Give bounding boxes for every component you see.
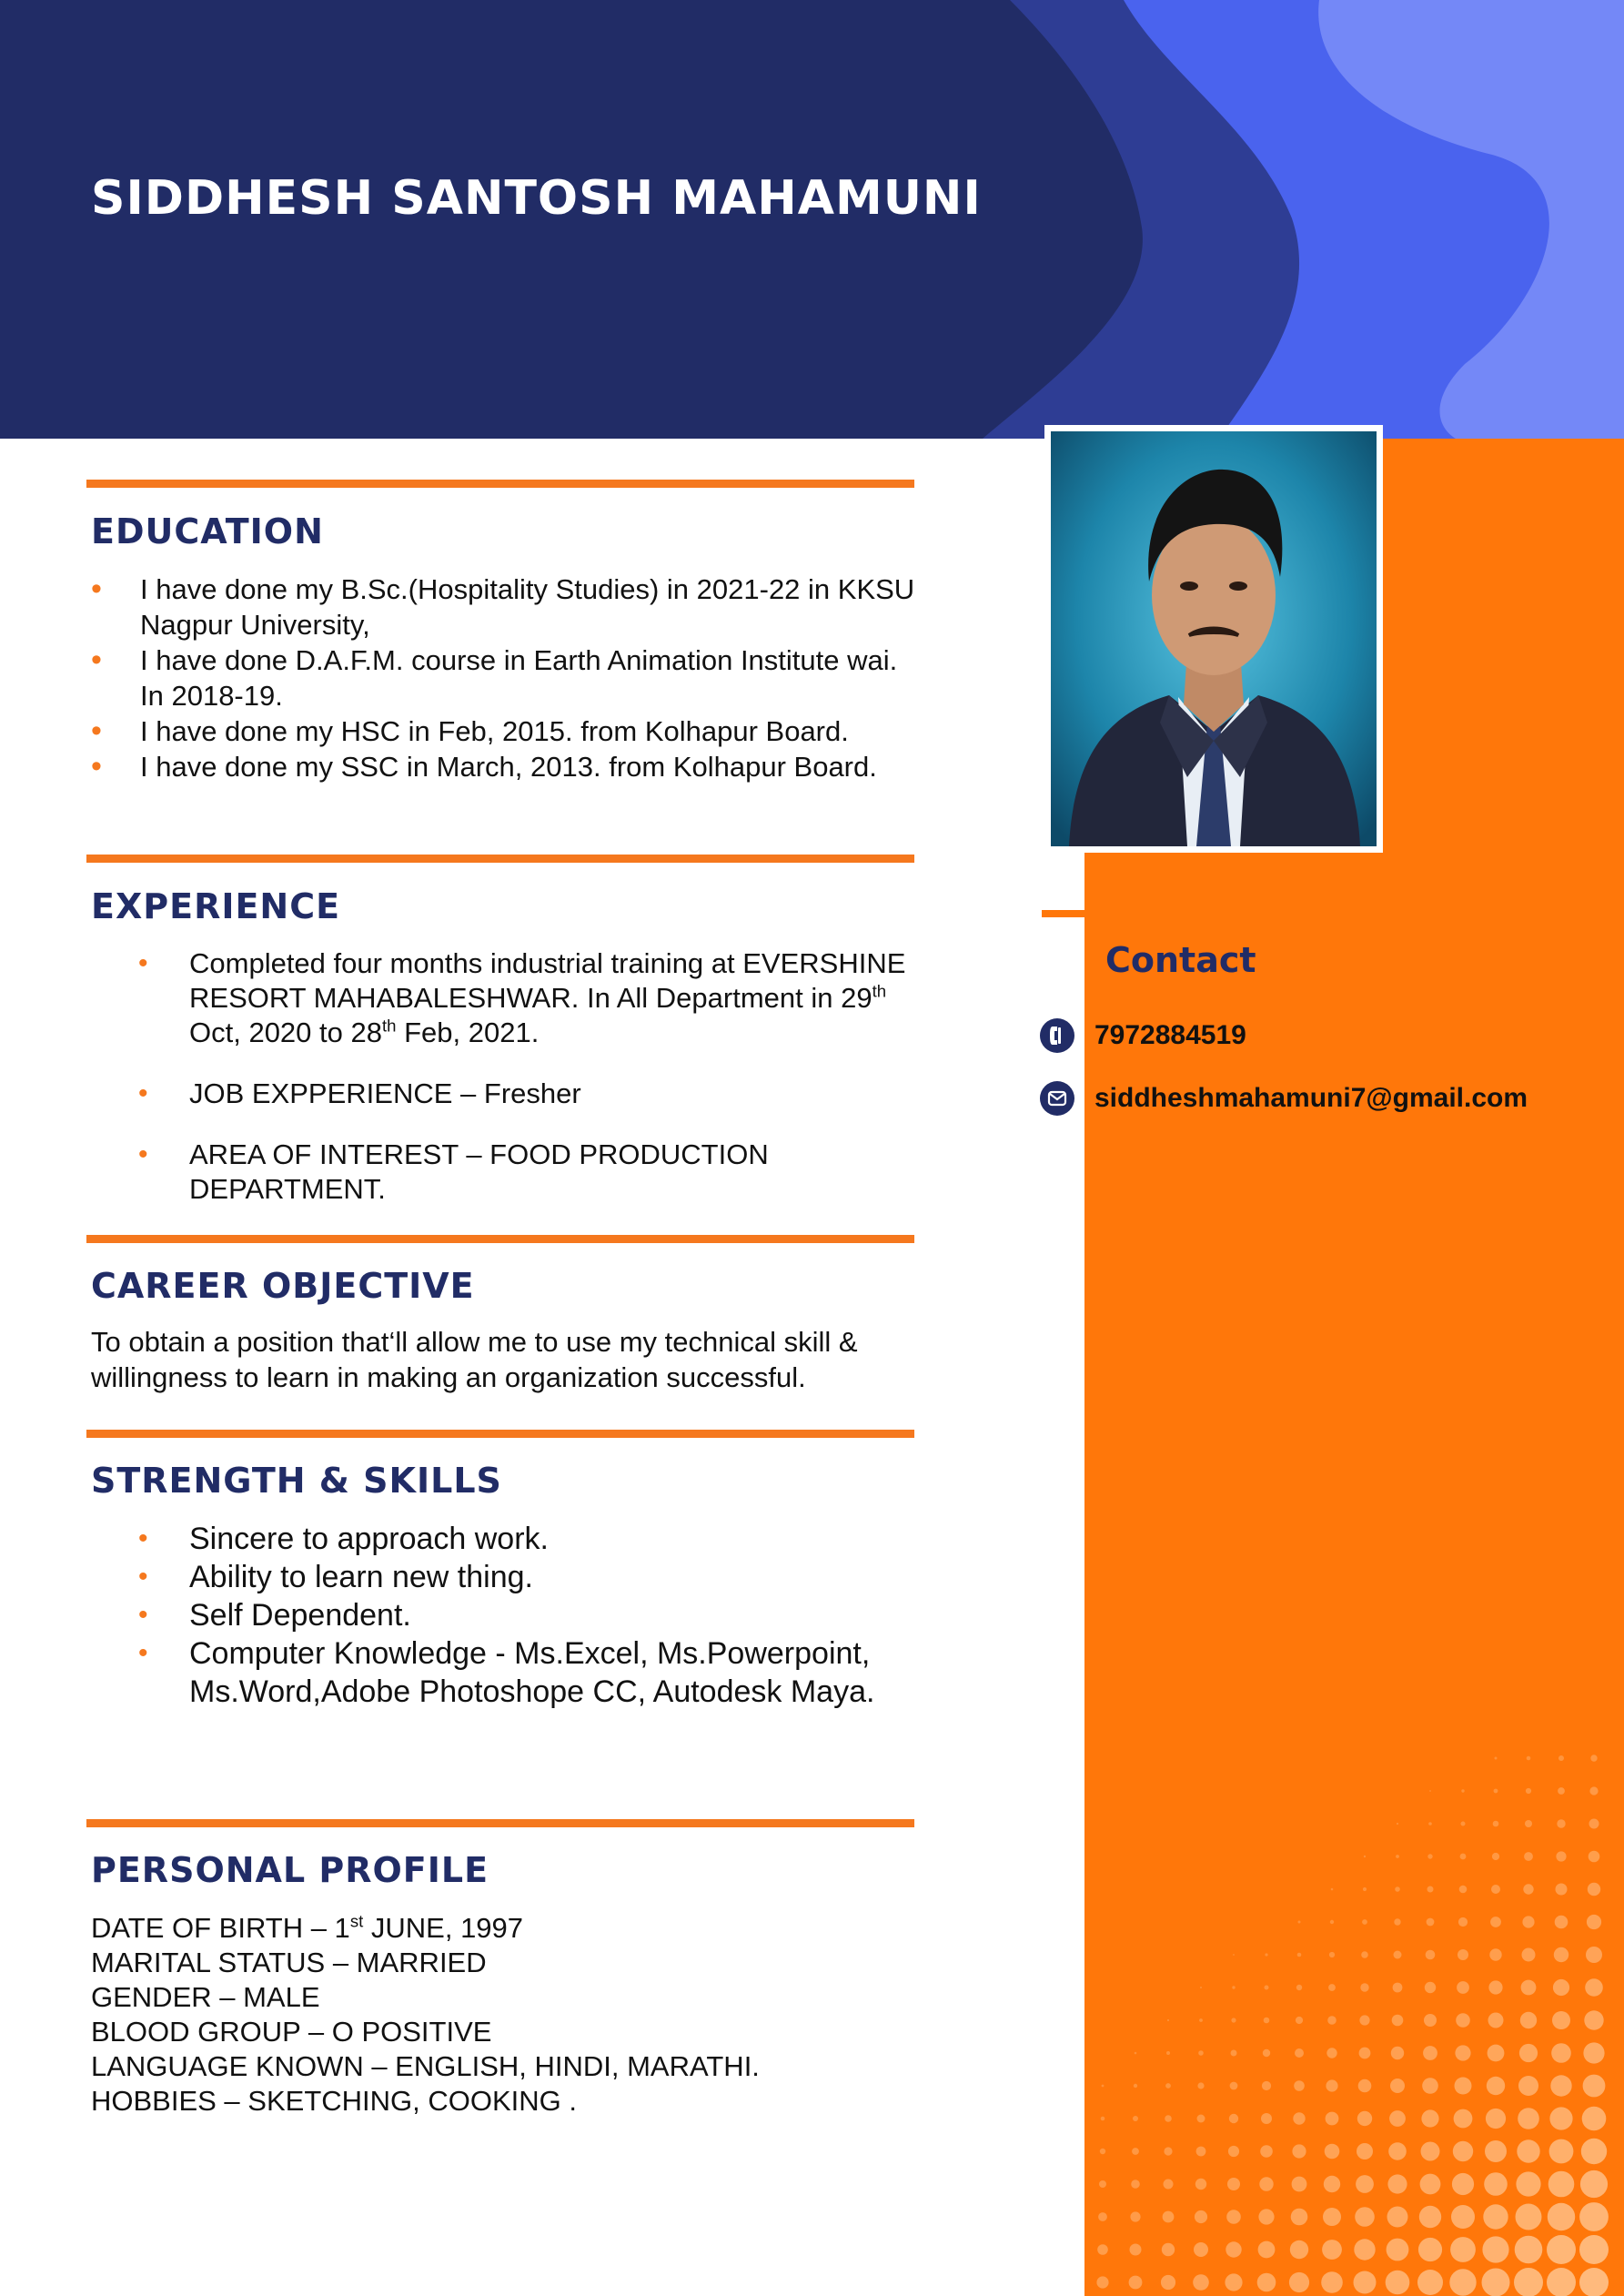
personal-profile-heading: PERSONAL PROFILE [91,1850,489,1890]
halftone-dot [1355,2207,1375,2227]
halftone-dot [1583,2042,1604,2063]
halftone-dot [1552,2011,1570,2029]
halftone-dot [1130,2211,1140,2221]
halftone-dot [1455,2078,1472,2095]
halftone-dot [1395,1886,1400,1892]
halftone-dot [1553,1979,1569,1996]
halftone-dot [1396,1855,1399,1858]
list-item: • Completed four months industrial training at EVERSHINE RESORT MAHABALESHWAR. In All Department in 29th Oct, 2020 to 28th Feb, 2021. [138,947,906,1048]
education-heading: EDUCATION [91,511,324,551]
halftone-dot [1486,2109,1506,2129]
halftone-dot [1195,2210,1207,2223]
halftone-dot [1298,1921,1301,1924]
halftone-dot [1165,2083,1171,2089]
halftone-dot [1099,2180,1106,2188]
halftone-dot [1519,2044,1538,2062]
halftone-dot [1290,2240,1308,2259]
halftone-dot [1589,1851,1600,1863]
halftone-dot [1557,1819,1565,1827]
halftone-dot [1231,2018,1236,2022]
halftone-dot [1485,2140,1507,2162]
halftone-dot [1518,2076,1538,2096]
list-item: • Sincere to approach work. [138,1522,549,1556]
halftone-dot [1549,2107,1572,2129]
halftone-dot [1427,1886,1434,1893]
phone-number[interactable]: 7972884519 [1094,1020,1246,1050]
halftone-dot [1327,2016,1337,2025]
bullet-icon: • [138,1638,148,1668]
section-divider [86,1819,914,1827]
halftone-dot [1331,1888,1334,1891]
halftone-dot [1587,1915,1601,1929]
halftone-dot [1515,2236,1543,2264]
halftone-dot [1419,2206,1441,2228]
halftone-dot [1194,2242,1208,2257]
experience-list [138,946,921,1233]
halftone-dot [1453,2141,1473,2161]
halftone-dot [1354,2239,1375,2260]
header-banner [0,0,1624,439]
section-divider [86,1235,914,1243]
list-item: • I have done my SSC in March, 2013. from Kolhapur Board. [91,749,877,784]
halftone-dot [1488,2013,1504,2028]
profile-line-dob: DATE OF BIRTH – 1st JUNE, 1997 [91,1911,524,1944]
profile-line: MARITAL STATUS – MARRIED [91,1947,487,1978]
halftone-dot [1450,2237,1476,2262]
halftone-dot [1449,2269,1476,2295]
halftone-dot [1590,1755,1597,1761]
halftone-dot [1579,2235,1609,2264]
halftone-dot [1421,2109,1438,2127]
halftone-dot [1096,2276,1108,2288]
halftone-dot [1135,2052,1137,2055]
halftone-dot [1226,2210,1241,2224]
halftone-dot [1424,2014,1437,2027]
section-divider [86,1430,914,1438]
bullet-icon: • [138,1600,148,1630]
halftone-dot [1588,1883,1600,1896]
halftone-dot [1580,2170,1608,2198]
contact-divider [1042,910,1089,917]
halftone-dot [1521,1980,1537,1996]
halftone-dot [1516,2171,1540,2196]
halftone-dot [1296,1985,1302,1990]
halftone-dot [1258,2241,1276,2259]
halftone-dot [1425,1982,1436,1993]
halftone-dot [1488,1980,1502,1994]
contact-phone-row [1040,1017,1246,1054]
halftone-dot [1461,1822,1466,1826]
skills-heading: STRENGTH & SKILLS [91,1461,502,1501]
halftone-dot [1422,2078,1438,2094]
halftone-dot [1390,2079,1405,2093]
halftone-dot [1364,1856,1366,1857]
list-item: • I have done my B.Sc.(Hospitality Studies) in 2021-22 in KKSU Nagpur University, [91,571,915,641]
halftone-dot [1548,2171,1575,2198]
mail-icon [1040,1081,1074,1116]
bullet-icon: • [138,948,148,978]
list-item: • I have done D.A.F.M. course in Earth Animation Institute wai. In 2018-19. [91,642,898,712]
halftone-dot [1134,2084,1137,2088]
halftone-dot [1166,2051,1170,2055]
halftone-dot [1489,1948,1501,1960]
halftone-dot [1265,1986,1269,1990]
halftone-dot [1164,2180,1174,2190]
halftone-dot [1548,2203,1575,2230]
halftone-dot [1516,2204,1542,2230]
career-objective-heading: CAREER OBJECTIVE [91,1266,475,1306]
halftone-dot [1460,1854,1467,1860]
halftone-dot [1394,1951,1402,1959]
profile-photo [1044,425,1383,853]
halftone-dot [1361,1951,1368,1958]
halftone-dot [1589,1786,1598,1795]
halftone-dot [1387,2174,1407,2193]
bullet-icon: • [91,749,102,784]
halftone-dot [1230,2082,1238,2090]
halftone-dot [1195,2179,1206,2190]
halftone-dot [1459,1886,1468,1894]
halftone-dot [1482,2236,1508,2262]
phone-icon [1040,1018,1074,1053]
halftone-dot [1397,1823,1398,1825]
list-item: • Self Dependent. [138,1598,411,1633]
halftone-dot [1393,1983,1403,1993]
halftone-dot [1457,1981,1469,1994]
halftone-dot [1199,2018,1203,2022]
halftone-dot [1547,2268,1576,2296]
halftone-dot [1458,1917,1468,1927]
halftone-dot [1549,2139,1574,2164]
halftone-dot [1452,2173,1474,2195]
halftone-dot [1257,2273,1276,2292]
halftone-dot [1228,2146,1239,2157]
halftone-dot [1420,2174,1441,2195]
halftone-dot [1524,1852,1533,1861]
halftone-dot [1551,2043,1571,2063]
halftone-dot [1330,1920,1334,1924]
halftone-dot [1417,2270,1443,2295]
halftone-dot [1357,2143,1373,2159]
halftone-dot [1386,2271,1410,2295]
contact-heading: Contact [1105,940,1256,980]
halftone-dot [1133,2116,1138,2121]
halftone-dot [1354,2271,1377,2294]
halftone-dot [1292,2144,1306,2158]
education-list [91,571,928,784]
profile-line: BLOOD GROUP – O POSITIVE [91,2016,492,2048]
contact-email-row [1040,1080,1528,1117]
halftone-dot [1226,2241,1241,2257]
halftone-dot [1428,1822,1432,1826]
halftone-dot [1321,2271,1343,2293]
halftone-dot [1492,1853,1499,1860]
candidate-name: SIDDHESH SANTOSH MAHAMUNI [91,171,982,226]
halftone-dot [1586,1947,1602,1963]
halftone-dot [1494,1789,1498,1794]
halftone-dot [1458,1949,1468,1960]
halftone-dot [1197,2115,1205,2123]
portrait-image [1051,431,1377,846]
halftone-dot [1455,2045,1470,2060]
halftone-dot [1550,2075,1571,2096]
halftone-dot [1097,2244,1108,2255]
section-divider [86,480,914,488]
halftone-dot [1232,1986,1235,1988]
halftone-dot [1132,2148,1139,2155]
halftone-dot [1484,2172,1508,2196]
halftone-dot [1585,1978,1603,1997]
halftone-dot [1326,2048,1337,2058]
halftone-dot [1418,2238,1442,2261]
halftone-dot [1292,2177,1307,2192]
halftone-dot [1359,2048,1371,2059]
halftone-dot [1392,2015,1404,2027]
halftone-dot [1522,1916,1534,1927]
halftone-dot [1525,1820,1532,1827]
halftone-dot [1523,1884,1533,1894]
halftone-dot [1429,1790,1431,1792]
halftone-dot [1225,2273,1242,2291]
halftone-dot [1289,2272,1309,2292]
halftone-dot [1164,2147,1172,2155]
halftone-dot [1295,2048,1304,2058]
bullet-icon: • [138,1562,148,1592]
halftone-dot [1579,2268,1609,2296]
halftone-dot [1329,1952,1335,1957]
profile-line: LANGUAGE KNOWN – ENGLISH, HINDI, MARATHI. [91,2050,760,2082]
section-divider [86,855,914,863]
halftone-dot [1357,2111,1372,2126]
career-objective-text: To obtain a position that‘ll allow me to use my technical skill & willingness to learn in making an organization successful. [91,1326,858,1393]
halftone-dot [1387,2207,1408,2228]
halftone-dot [1558,1787,1565,1795]
halftone-dot [1427,1918,1435,1927]
halftone-dot [1579,2202,1609,2231]
list-item: • AREA OF INTEREST – FOOD PRODUCTION DEPARTMENT. [138,1138,769,1205]
halftone-dot [1322,2240,1342,2260]
halftone-dot [1514,2268,1543,2296]
halftone-dot [1547,2235,1576,2264]
halftone-dot [1131,2180,1140,2189]
halftone-dot [1102,2085,1105,2088]
halftone-dot [1196,2147,1206,2157]
halftone-dot [1324,2176,1340,2192]
halftone-dot [1461,1789,1464,1792]
halftone-dot [1101,2117,1105,2121]
bullet-icon: • [138,1523,148,1553]
halftone-dot [1227,2178,1240,2190]
halftone-dot [1130,2244,1142,2256]
halftone-dot [1451,2205,1475,2229]
halftone-dot [1387,2239,1409,2261]
halftone-dot [1454,2109,1473,2129]
halftone-dot [1581,2139,1607,2164]
halftone-dot [1527,1756,1531,1761]
halftone-dot [1421,2142,1440,2161]
halftone-dot [1526,1788,1531,1794]
halftone-dot [1098,2212,1107,2221]
halftone-dot [1583,2075,1606,2098]
halftone-dot [1193,2274,1209,2291]
halftone-dot [1161,2275,1175,2290]
halftone-dot [1522,1948,1536,1962]
halftone-dot [1388,2142,1407,2160]
personal-profile-details [91,1911,928,2119]
halftone-dot [1423,2046,1437,2060]
bullet-icon: • [91,713,102,748]
bullet-icon: • [91,642,102,677]
halftone-dot [1589,1819,1599,1829]
halftone-dot [1163,2211,1175,2223]
halftone-dot [1582,2107,1607,2131]
halftone-dot [1487,2077,1505,2095]
halftone-dot [1584,2010,1603,2029]
halftone-dot [1389,2110,1406,2127]
halftone-dot [1229,2114,1238,2123]
halftone-dot [1167,2019,1169,2021]
halftone-dot [1323,2208,1341,2226]
halftone-dot [1197,2082,1204,2089]
halftone-dot [1555,1916,1569,1929]
halftone-dot [1258,2209,1274,2224]
halftone-dot [1493,1821,1499,1827]
halftone-dot [1294,2080,1305,2091]
halftone-dot [1233,1954,1235,1956]
halftone-dot [1456,2013,1470,2028]
halftone-dot [1360,1983,1368,1991]
list-item: • Computer Knowledge - Ms.Excel, Ms.Powerpoint, Ms.Word,Adobe Photoshope CC, Autodesk Maya. [138,1636,875,1709]
halftone-dot [1325,2144,1340,2159]
halftone-dot [1356,2175,1374,2193]
halftone-dot [1394,1918,1400,1925]
halftone-dot [1296,2017,1303,2024]
halftone-dot [1291,2209,1308,2226]
list-item: • JOB EXPPERIENCE – Fresher [138,1077,581,1109]
halftone-dot [1129,2276,1143,2290]
experience-heading: EXPERIENCE [91,886,341,926]
halftone-dot [1100,2149,1105,2154]
profile-line: HOBBIES – SKETCHING, COOKING . [91,2085,577,2117]
halftone-dot [1165,2115,1172,2122]
halftone-dot [1326,2079,1337,2091]
halftone-dot [1556,1884,1568,1896]
halftone-dot [1259,2177,1273,2190]
halftone-dot [1293,2112,1305,2124]
halftone-dot [1326,2112,1339,2126]
halftone-dot [1517,2139,1539,2162]
halftone-dot [1231,2050,1237,2057]
profile-line: GENDER – MALE [91,1981,320,2013]
halftone-dot [1198,2050,1204,2056]
halftone-dot [1488,2045,1505,2062]
halftone-dot [1260,2145,1273,2158]
halftone-dot [1482,2269,1510,2296]
halftone-dot [1554,1947,1569,1962]
list-item: • Ability to learn new thing. [138,1560,533,1594]
halftone-dot [1520,2012,1537,2028]
halftone-dot [1362,1919,1367,1925]
halftone-dot [1328,1984,1336,1991]
halftone-dot [1262,2081,1271,2090]
halftone-dot [1495,1757,1498,1760]
halftone-dot [1490,1917,1501,1927]
halftone-dot [1518,2108,1539,2129]
halftone-dot [1162,2243,1175,2256]
halftone-dot [1297,1953,1302,1957]
halftone-dot [1200,1987,1202,1988]
bullet-icon: • [91,571,102,606]
skills-list [138,1520,939,1711]
halftone-dot [1558,1755,1564,1761]
email-address[interactable]: siddheshmahamuni7@gmail.com [1094,1083,1528,1113]
bullet-icon: • [138,1078,148,1108]
bullet-icon: • [138,1139,148,1169]
halftone-dot [1483,2204,1508,2229]
halftone-dot [1491,1885,1500,1894]
halftone-dot [1427,1854,1432,1858]
list-item: • I have done my HSC in Feb, 2015. from Kolhapur Board. [91,713,849,748]
halftone-dot [1363,1887,1367,1891]
halftone-dot [1391,2047,1404,2059]
halftone-dot [1426,1950,1436,1960]
halftone-dot [1265,1953,1267,1956]
halftone-dot [1261,2113,1272,2124]
halftone-dot [1263,2049,1270,2057]
halftone-dot [1264,2018,1270,2024]
halftone-dot [1359,2015,1369,2025]
halftone-dot [1556,1851,1566,1861]
halftone-dot [1358,2079,1372,2093]
